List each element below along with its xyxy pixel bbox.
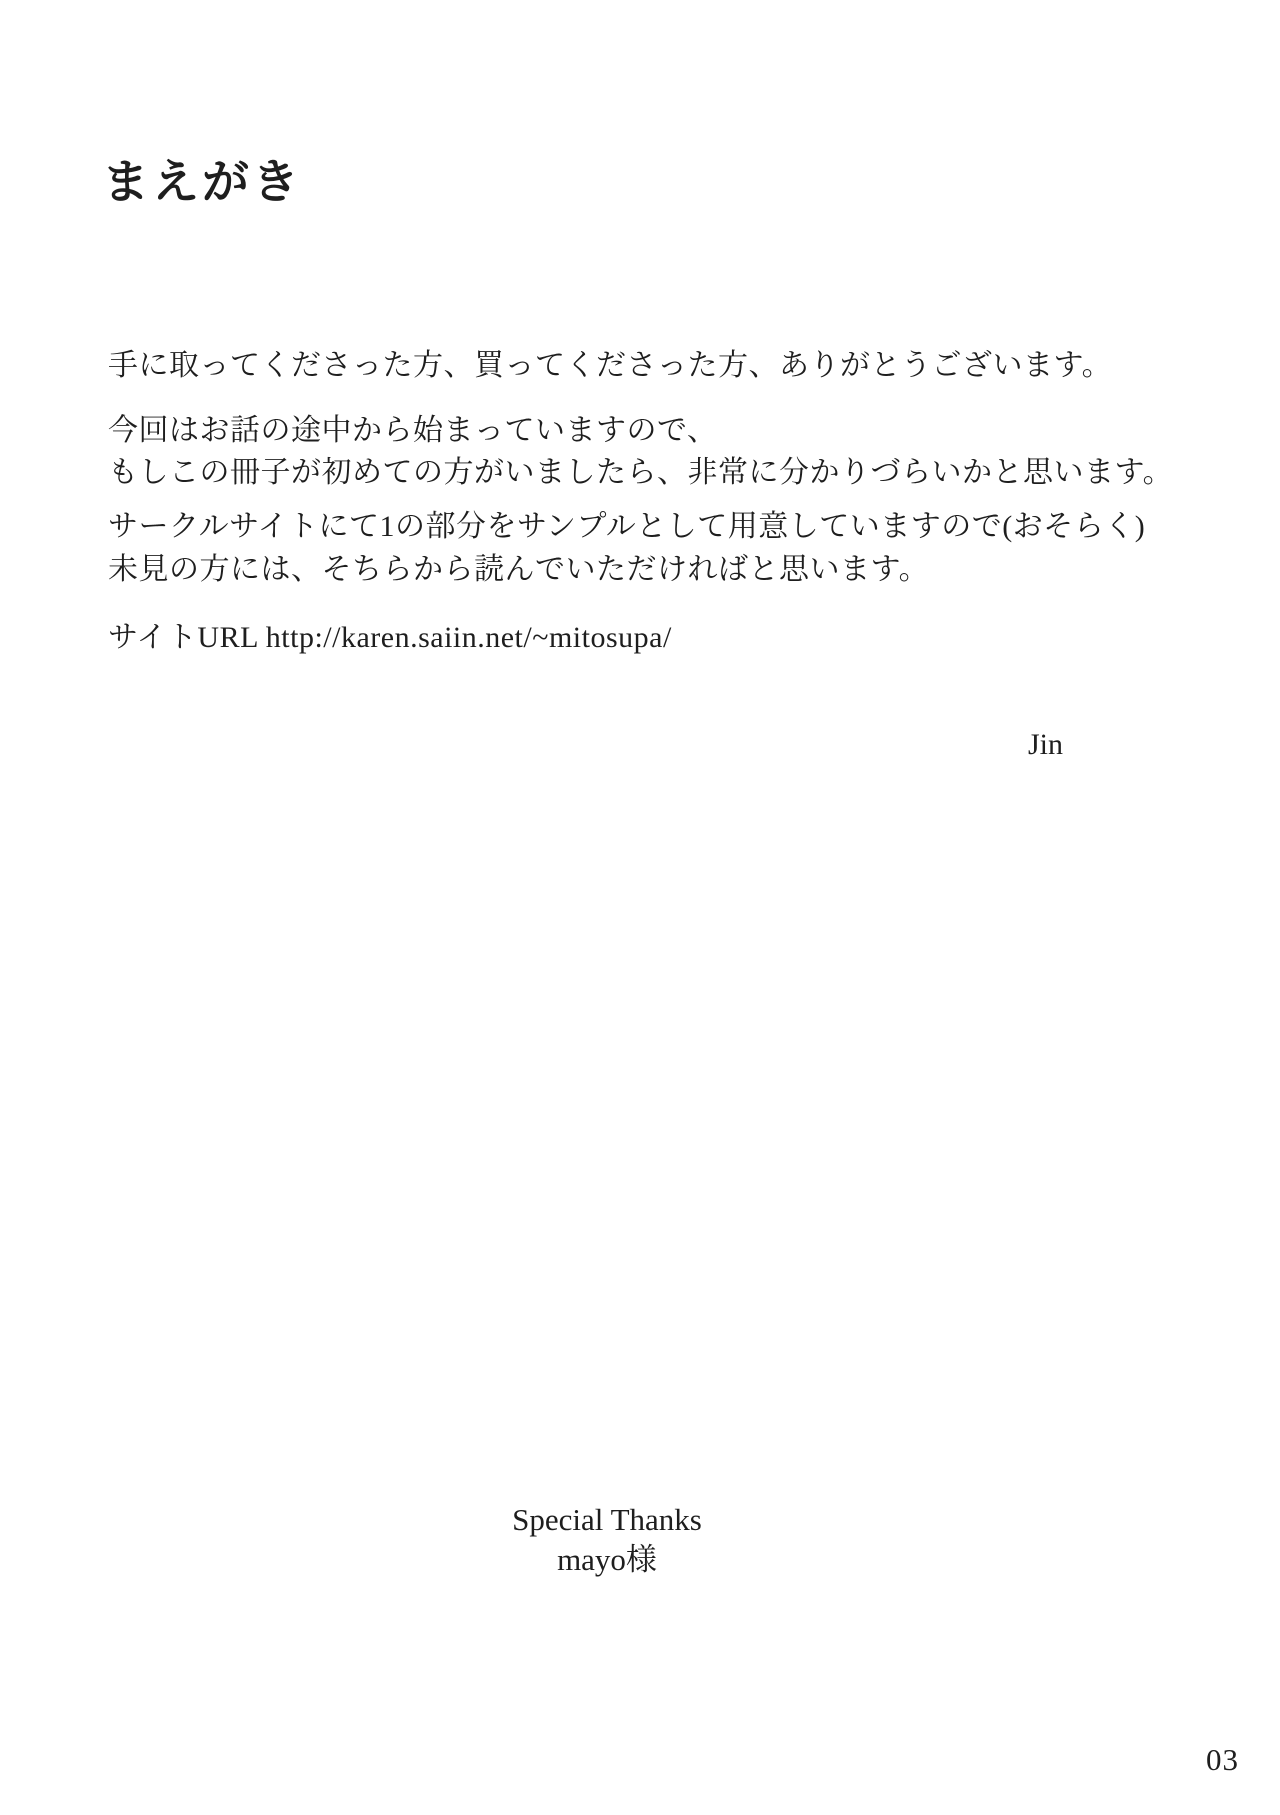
body-line-first-time-readers: もしこの冊子が初めての方がいましたら、非常に分かりづらいかと思います。 (108, 456, 1174, 489)
body-line-thanks: 手に取ってくださった方、買ってくださった方、ありがとうございます。 (108, 349, 1113, 382)
page-number: 03 (1206, 1742, 1239, 1777)
body-line-sample-notice: サークルサイトにて1の部分をサンプルとして用意していますので(おそらく) (108, 510, 1146, 543)
body-line-read-from-site: 未見の方には、そちらから読んでいただければと思います。 (108, 553, 930, 586)
special-thanks-name: mayo様 (557, 1542, 657, 1577)
body-line-story-start: 今回はお話の途中から始まっていますので、 (108, 414, 718, 447)
special-thanks-block (0, 1500, 1214, 1580)
body-line-site-url: サイトURL http://karen.saiin.net/~mitosupa/ (108, 621, 672, 654)
special-thanks-heading: Special Thanks (512, 1502, 702, 1537)
author-signature: Jin (1028, 728, 1064, 761)
page-title: まえがき (102, 157, 302, 209)
